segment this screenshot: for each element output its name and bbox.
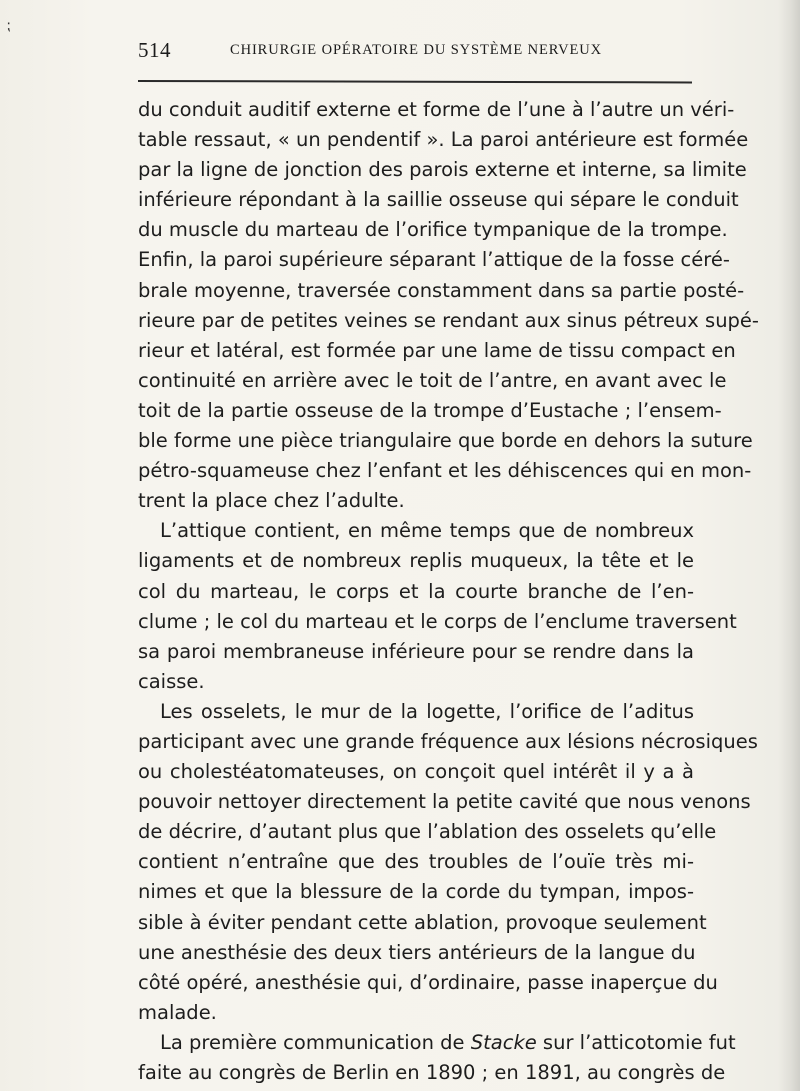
text-line: rieure par de petites veines se rendant aux sinus pétreux supé- bbox=[138, 308, 759, 332]
header-rule bbox=[138, 80, 692, 83]
paragraph-4 bbox=[138, 1028, 736, 1088]
paragraph-2 bbox=[138, 516, 737, 697]
text-line bbox=[138, 1028, 736, 1058]
text-line: participant avec une grande fréquence aux lésions nécrosiques bbox=[138, 729, 758, 753]
text-line: table ressaut, « un pendentif ». La paroi antérieure est formée bbox=[138, 128, 749, 152]
running-head bbox=[138, 36, 694, 66]
text-line: faite au congrès de Berlin en 1890 ; en 1891, au congrès de bbox=[138, 1061, 726, 1084]
paragraph-1 bbox=[138, 95, 759, 516]
text-segment: La première communication de bbox=[160, 1030, 471, 1054]
text-line: ligaments et de nombreux replis muqueux, la tête et le bbox=[138, 549, 694, 573]
text-line: Les osselets, le mur de la logette, l’orifice de l’aditus bbox=[160, 699, 694, 723]
text-line: col du marteau, le corps et la courte branche de l’en- bbox=[138, 579, 694, 603]
text-line: caisse. bbox=[138, 669, 205, 693]
body-text bbox=[138, 95, 759, 1088]
paragraph-3 bbox=[138, 697, 758, 1028]
text-line: par la ligne de jonction des parois externe et interne, sa limite bbox=[138, 158, 747, 182]
text-line: sible à éviter pendant cette ablation, provoque seulement bbox=[138, 910, 707, 934]
text-line: trent la place chez l’adulte. bbox=[138, 489, 405, 513]
text-line: Enfin, la paroi supérieure séparant l’attique de la fosse céré- bbox=[138, 248, 730, 272]
text-line: une anesthésie des deux tiers antérieurs de la langue du bbox=[138, 940, 696, 964]
text-line: ou cholestéatomateuses, on conçoit quel intérêt il y a à bbox=[138, 760, 694, 784]
text-line: continuité en arrière avec le toit de l’antre, en avant avec le bbox=[138, 368, 727, 392]
margin-mark: ⁏ bbox=[6, 18, 11, 34]
text-line: contient n’entraîne que des troubles de l’ouïe très mi- bbox=[138, 850, 694, 874]
page-edge-shadow bbox=[778, 0, 800, 1091]
text-line: brale moyenne, traversée constamment dans sa partie posté- bbox=[138, 278, 745, 302]
text-line: pouvoir nettoyer directement la petite cavité que nous venons bbox=[138, 790, 751, 814]
text-line: de décrire, d’autant plus que l’ablation des osselets qu’elle bbox=[138, 820, 717, 844]
text-line: côté opéré, anesthésie qui, d’ordinaire, passe inaperçue du bbox=[138, 970, 718, 994]
text-line: clume ; le col du marteau et le corps de l’enclume traversent bbox=[138, 609, 737, 633]
text-line: du muscle du marteau de l’orifice tympanique de la trompe. bbox=[138, 218, 728, 242]
text-line: toit de la partie osseuse de la trompe d’Eustache ; l’ensem- bbox=[138, 398, 722, 422]
running-title: CHIRURGIE OPÉRATOIRE DU SYSTÈME NERVEUX bbox=[230, 42, 603, 58]
text-line: du conduit auditif externe et forme de l’une à l’autre un véri- bbox=[138, 98, 735, 121]
page-number: 514 bbox=[138, 38, 171, 62]
text-line: rieur et latéral, est formée par une lame de tissu compact en bbox=[138, 338, 736, 362]
text-line: nimes et que la blessure de la corde du tympan, impos- bbox=[138, 880, 694, 904]
author-name: Stacke bbox=[470, 1030, 537, 1054]
text-line: ble forme une pièce triangulaire que borde en dehors la suture bbox=[138, 429, 753, 453]
text-line: L’attique contient, en même temps que de nombreux bbox=[160, 519, 694, 543]
text-line: malade. bbox=[138, 1000, 217, 1024]
text-line: pétro-squameuse chez l’enfant et les déhiscences qui en mon- bbox=[138, 459, 752, 483]
text-line: inférieure répondant à la saillie osseuse qui sépare le conduit bbox=[138, 188, 739, 212]
text-line: sa paroi membraneuse inférieure pour se rendre dans la bbox=[138, 639, 694, 663]
text-segment: sur l’atticotomie fut bbox=[536, 1030, 736, 1054]
